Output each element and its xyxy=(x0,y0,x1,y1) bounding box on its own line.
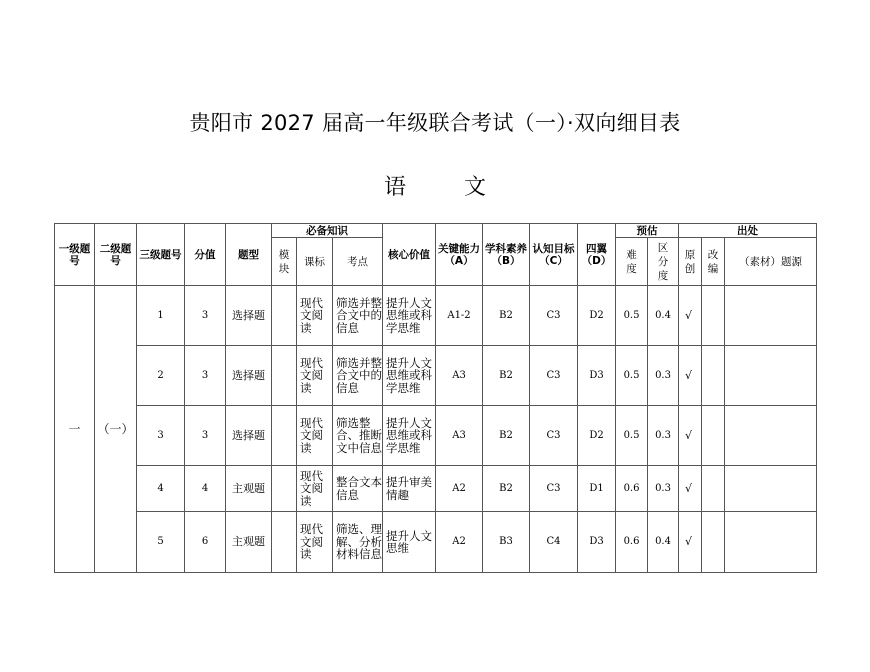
adapted-cell xyxy=(702,512,725,573)
header-type: 题型 xyxy=(226,224,272,286)
header-discrimination: 区分度 xyxy=(648,238,679,286)
original-checkmark: √ xyxy=(679,346,702,406)
curriculum-cell: 现代文阅读 xyxy=(297,346,333,406)
curriculum-cell: 现代文阅读 xyxy=(297,286,333,346)
score-cell: 3 xyxy=(185,406,226,466)
cognition-cell: C3 xyxy=(530,286,578,346)
header-knowledge: 必备知识 xyxy=(272,224,383,238)
discrimination-cell: 0.4 xyxy=(648,512,679,573)
four-wings-cell: D2 xyxy=(578,286,616,346)
material-source-cell xyxy=(725,466,817,512)
module-cell xyxy=(272,406,297,466)
original-checkmark: √ xyxy=(679,466,702,512)
adapted-cell xyxy=(702,346,725,406)
literacy-cell: B2 xyxy=(483,406,530,466)
header-four-wings: 四翼（D） xyxy=(578,224,616,286)
point-cell: 筛选并整合文中的信息 xyxy=(333,346,383,406)
score-cell: 6 xyxy=(185,512,226,573)
type-cell: 选择题 xyxy=(226,406,272,466)
discrimination-cell: 0.4 xyxy=(648,286,679,346)
question-number: 1 xyxy=(137,286,185,346)
table-row xyxy=(55,466,817,512)
adapted-cell xyxy=(702,286,725,346)
difficulty-cell: 0.5 xyxy=(616,406,648,466)
ability-cell: A2 xyxy=(436,466,483,512)
ability-cell: A3 xyxy=(436,346,483,406)
module-cell xyxy=(272,466,297,512)
curriculum-cell: 现代文阅读 xyxy=(297,406,333,466)
table-row xyxy=(55,286,817,346)
point-cell: 筛选、理解、分析材料信息 xyxy=(333,512,383,573)
level1-number: 一 xyxy=(55,286,95,573)
cognition-cell: C3 xyxy=(530,466,578,512)
discrimination-cell: 0.3 xyxy=(648,346,679,406)
header-level2: 二级题号 xyxy=(95,224,137,286)
header-core-values: 核心价值 xyxy=(383,224,436,286)
material-source-cell xyxy=(725,406,817,466)
ability-cell: A1-2 xyxy=(436,286,483,346)
four-wings-cell: D3 xyxy=(578,346,616,406)
point-cell: 筛选并整合文中的信息 xyxy=(333,286,383,346)
header-material-source: （素材）题源 xyxy=(725,238,817,286)
module-cell xyxy=(272,512,297,573)
literacy-cell: B3 xyxy=(483,512,530,573)
ability-cell: A2 xyxy=(436,512,483,573)
header-source: 出处 xyxy=(679,224,817,238)
table-row xyxy=(55,406,817,466)
score-cell: 3 xyxy=(185,286,226,346)
material-source-cell xyxy=(725,286,817,346)
question-number: 2 xyxy=(137,346,185,406)
original-checkmark: √ xyxy=(679,406,702,466)
specification-table xyxy=(54,223,817,573)
four-wings-cell: D2 xyxy=(578,406,616,466)
adapted-cell xyxy=(702,406,725,466)
difficulty-cell: 0.6 xyxy=(616,512,648,573)
header-cognition: 认知目标（C） xyxy=(530,224,578,286)
ability-cell: A3 xyxy=(436,406,483,466)
header-ability: 关键能力（A） xyxy=(436,224,483,286)
literacy-cell: B2 xyxy=(483,286,530,346)
values-cell: 提升人文思维或科学思维 xyxy=(383,286,436,346)
document-title: 贵阳市 2027 届高一年级联合考试（一）·双向细目表 xyxy=(189,111,681,135)
material-source-cell xyxy=(725,346,817,406)
type-cell: 主观题 xyxy=(226,466,272,512)
header-level3: 三级题号 xyxy=(137,224,185,286)
header-point: 考点 xyxy=(333,238,383,286)
header-literacy: 学科素养（B） xyxy=(483,224,530,286)
score-cell: 3 xyxy=(185,346,226,406)
type-cell: 选择题 xyxy=(226,286,272,346)
values-cell: 提升人文思维或科学思维 xyxy=(383,406,436,466)
material-source-cell xyxy=(725,512,817,573)
module-cell xyxy=(272,346,297,406)
difficulty-cell: 0.6 xyxy=(616,466,648,512)
header-estimate: 预估 xyxy=(616,224,679,238)
literacy-cell: B2 xyxy=(483,466,530,512)
original-checkmark: √ xyxy=(679,286,702,346)
table-row xyxy=(55,512,817,573)
point-cell: 筛选整合、推断文中信息 xyxy=(333,406,383,466)
original-checkmark: √ xyxy=(679,512,702,573)
header-adapted: 改编 xyxy=(702,238,725,286)
four-wings-cell: D1 xyxy=(578,466,616,512)
values-cell: 提升人文思维或科学思维 xyxy=(383,346,436,406)
values-cell: 提升审美情趣 xyxy=(383,466,436,512)
difficulty-cell: 0.5 xyxy=(616,286,648,346)
point-cell: 整合文本信息 xyxy=(333,466,383,512)
level2-number: （一） xyxy=(95,286,137,573)
values-cell: 提升人文思维 xyxy=(383,512,436,573)
score-cell: 4 xyxy=(185,466,226,512)
header-curriculum: 课标 xyxy=(297,238,333,286)
module-cell xyxy=(272,286,297,346)
type-cell: 主观题 xyxy=(226,512,272,573)
header-module: 模块 xyxy=(272,238,297,286)
question-number: 3 xyxy=(137,406,185,466)
curriculum-cell: 现代文阅读 xyxy=(297,466,333,512)
literacy-cell: B2 xyxy=(483,346,530,406)
discrimination-cell: 0.3 xyxy=(648,406,679,466)
cognition-cell: C3 xyxy=(530,406,578,466)
subject-heading: 语 文 xyxy=(383,175,504,200)
adapted-cell xyxy=(702,466,725,512)
table-row xyxy=(55,346,817,406)
header-score: 分值 xyxy=(185,224,226,286)
four-wings-cell: D3 xyxy=(578,512,616,573)
type-cell: 选择题 xyxy=(226,346,272,406)
discrimination-cell: 0.3 xyxy=(648,466,679,512)
cognition-cell: C4 xyxy=(530,512,578,573)
difficulty-cell: 0.5 xyxy=(616,346,648,406)
header-difficulty: 难度 xyxy=(616,238,648,286)
cognition-cell: C3 xyxy=(530,346,578,406)
question-number: 5 xyxy=(137,512,185,573)
curriculum-cell: 现代文阅读 xyxy=(297,512,333,573)
header-level1: 一级题号 xyxy=(55,224,95,286)
header-original: 原创 xyxy=(679,238,702,286)
question-number: 4 xyxy=(137,466,185,512)
